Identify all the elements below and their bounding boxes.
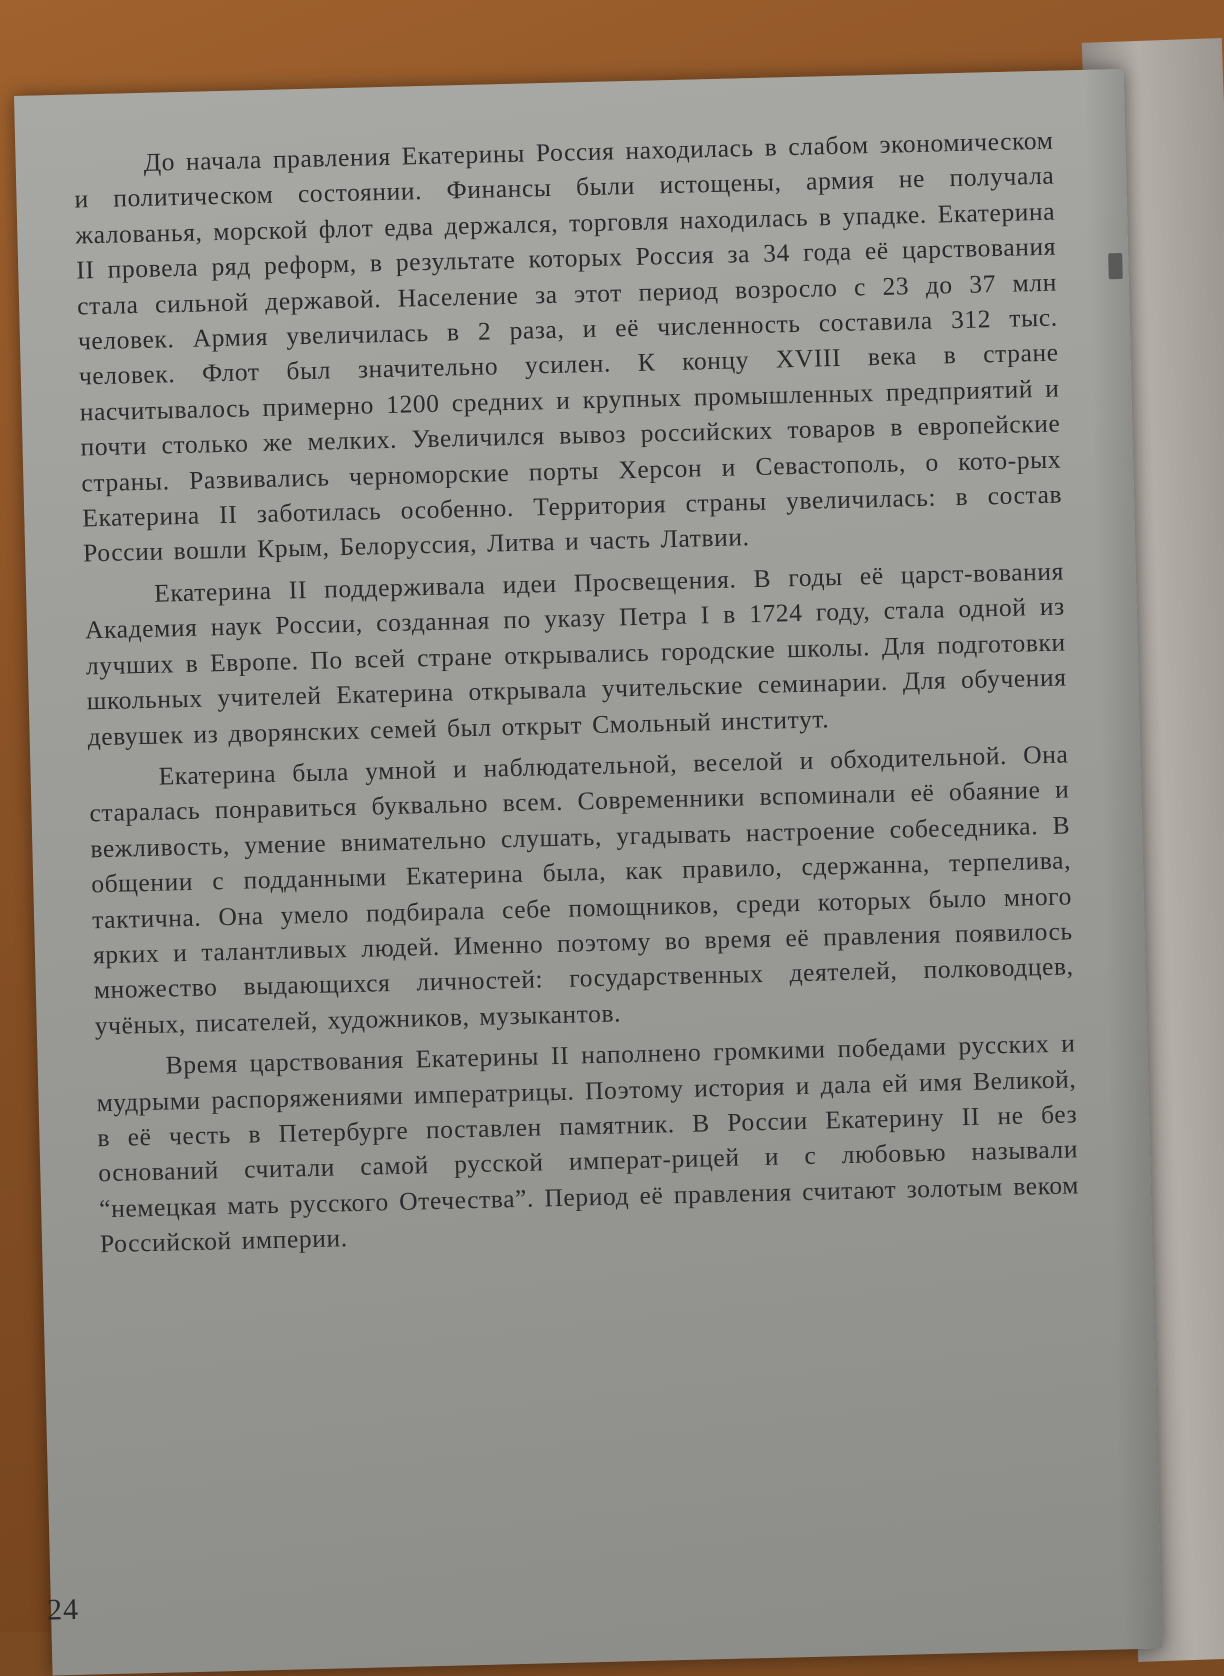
page-tab-marker [1108,253,1123,279]
book-page [14,69,1162,1676]
paragraph-4: Время царствования Екатерины II наполнено громкими победами русских и мудрыми распоряжениями императрицы. Поэтому история и дала ей имя Великой, в её честь в Петербурге поставлен памятник. В России Екатерину II не без оснований считали самой русской императ-рицей и с любовью называли “немецкая мать русского Отечества”. Период её правления считают золотым веком Российской империи. [96,1028,1080,1259]
page-text [73,123,1080,1268]
paragraph-1: До начала правления Екатерины Россия находилась в слабом экономическом и политическом состоянии. Финансы были истощены, армия не получала жалованья, морской флот едва держался, торговля находилась в упадке. Екатерина II провела ряд реформ, в результате которых Россия за 34 года её царствования стала сильной державой. Население за этот период возросло с 23 до 37 млн человек. Армия увеличилась в 2 раза, и её численность составила 312 тыс. человек. Флот был значительно усилен. К концу XVIII века в стране насчитывалось примерно 1200 средних и крупных промышленных предприятий и почти столько же мелких. Увеличился вывоз российских товаров в европейские страны. Развивались черноморские порты Херсон и Севастополь, о кото-рых Екатерина II заботилась особенно. Территория страны увеличилась: в состав России вошли Крым, Белоруссия, Литва и часть Латвии. [74,125,1063,568]
page-number: 24 [46,1592,80,1627]
paragraph-3: Екатерина была умной и наблюдательной, веселой и обходительной. Она старалась понравиться буквально всем. Современники вспоминали её обаяние и вежливость, умение внимательно слушать, угадывать настроение собеседника. В общении с подданными Екатерина была, как правило, сдержанна, терпелива, тактична. Она умело подбирала себе помощников, среди которых было много ярких и талантливых людей. Именно поэтому во время её правления появилось множество выдающихся личностей: государственных деятелей, полководцев, учёных, писателей, художников, музыкантов. [89,739,1074,1041]
paragraph-2: Екатерина II поддерживала идеи Просвещения. В годы её царст-вования Академия наук России, созданная по указу Петра I в 1724 году, стала одной из лучших в Европе. По всей стране открывались городские школы. Для подготовки школьных учителей Екатерина открывала учительские семинарии. Для обучения девушек из дворянских семей был открыт Смольный институт. [84,556,1067,751]
